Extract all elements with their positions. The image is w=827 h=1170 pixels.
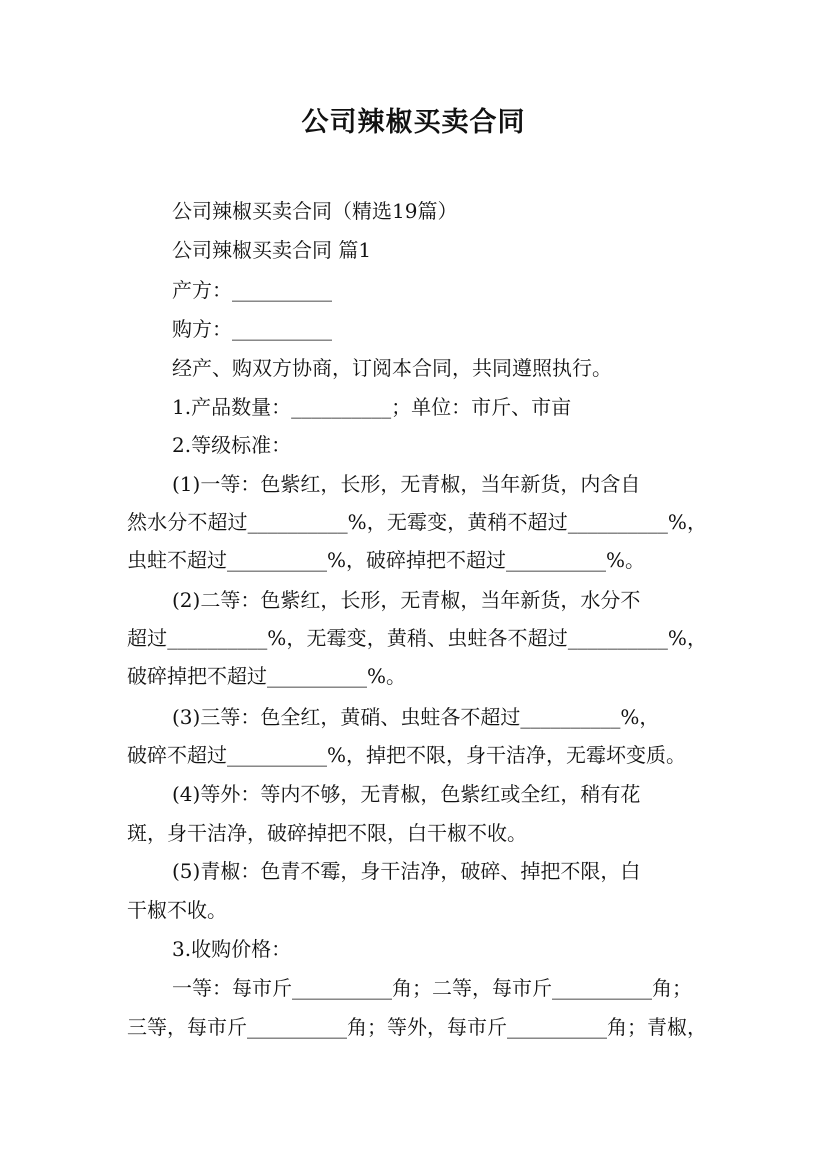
price-heading: 3.收购价格： xyxy=(172,937,292,961)
green-pepper-line: 干椒不收。 xyxy=(127,898,227,922)
grade-1-line: 然水分不超过__________%，无霉变，黄稍不超过__________%， xyxy=(127,510,707,534)
price-line: 三等，每市斤__________角；等外，每市斤__________角；青椒， xyxy=(127,1015,707,1039)
grade-ungraded-line: 斑，身干洁净，破碎掉把不限，白干椒不收。 xyxy=(127,821,527,845)
grade-2-line: (2)二等：色紫红，长形，无青椒，当年新货，水分不 xyxy=(172,588,641,612)
grade-3-line: 破碎不超过__________%，掉把不限，身干洁净，无霉坏变质。 xyxy=(127,743,687,767)
grade-ungraded-line: (4)等外：等内不够，无青椒，色紫红或全红，稍有花 xyxy=(172,782,641,806)
price-line: 一等：每市斤__________角；二等，每市斤__________角； xyxy=(172,976,692,1000)
grade-heading: 2.等级标准： xyxy=(172,433,292,457)
grade-2-line: 超过__________%，无霉变，黄稍、虫蛀各不超过__________%， xyxy=(127,626,707,650)
section-heading: 公司辣椒买卖合同 篇1 xyxy=(172,238,372,262)
green-pepper-line: (5)青椒：色青不霉，身干洁净，破碎、掉把不限，白 xyxy=(172,859,641,883)
grade-1-line: (1)一等：色紫红，长形，无青椒，当年新货，内含自 xyxy=(172,472,641,496)
buyer-line: 购方：__________ xyxy=(172,317,332,341)
grade-2-line: 破碎掉把不超过__________%。 xyxy=(127,664,407,688)
quantity-line: 1.产品数量：__________；单位：市斤、市亩 xyxy=(172,395,572,419)
subtitle-line: 公司辣椒买卖合同（精选19篇） xyxy=(172,199,458,223)
grade-1-line: 虫蛀不超过__________%，破碎掉把不超过__________%。 xyxy=(127,548,646,572)
document-title: 公司辣椒买卖合同 xyxy=(301,107,526,138)
paragraph-line: 经产、购双方协商，订阅本合同，共同遵照执行。 xyxy=(172,356,612,380)
grade-3-line: (3)三等：色全红，黄硝、虫蛀各不超过__________%， xyxy=(172,705,660,729)
seller-line: 产方：__________ xyxy=(172,278,332,302)
